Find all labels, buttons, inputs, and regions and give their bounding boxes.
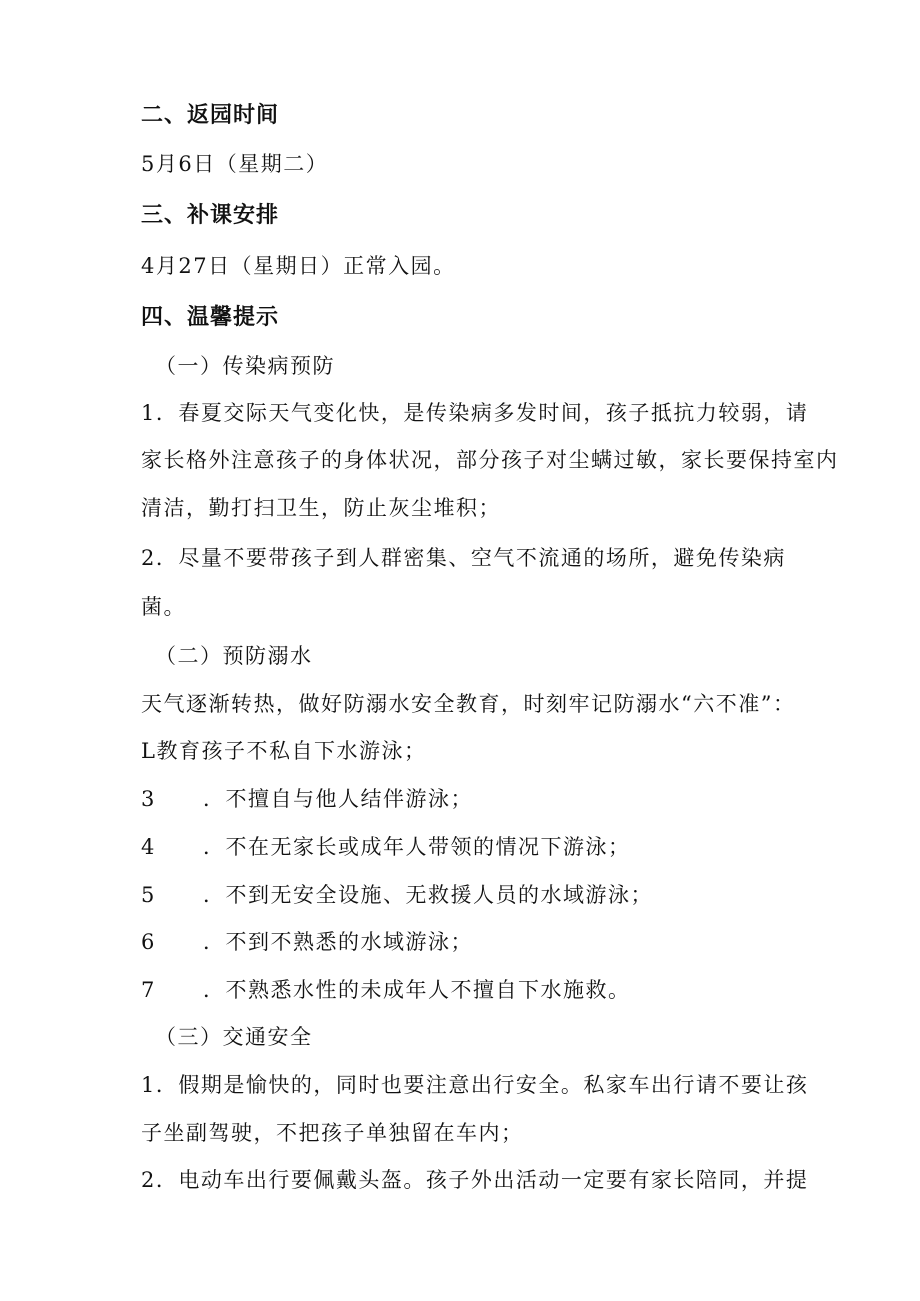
drowning-rule-text: ．不熟悉水性的未成年人不擅自下水施救。: [203, 978, 631, 1002]
drowning-rule-text: ．不到不熟悉的水域游泳；: [203, 930, 473, 954]
drowning-rule-number: 6: [141, 930, 156, 954]
disease-item-1-line-1: 1．春夏交际天气变化快，是传染病多发时间，孩子抵抗力较弱，请: [141, 401, 809, 425]
subheading-traffic-safety: （三）交通安全: [155, 1025, 313, 1049]
drowning-rule-number: 5: [141, 883, 156, 907]
drowning-rule: [141, 784, 473, 814]
drowning-rule-number: 3: [141, 787, 156, 811]
drowning-intro: 天气逐渐转热，做好防溺水安全教育，时刻牢记防溺水“六不准”：: [141, 692, 796, 716]
disease-item-2-line-2: 菌。: [141, 595, 186, 619]
drowning-rule-text: ．不擅自与他人结伴游泳；: [203, 787, 473, 811]
disease-item-1-line-3: 清洁，勤打扫卫生，防止灰尘堆积；: [141, 496, 501, 520]
subheading-disease-prevention: （一）传染病预防: [155, 354, 335, 378]
section-heading-makeup-class: 三、补课安排: [141, 203, 280, 228]
section-heading-return-time: 二、返园时间: [141, 103, 280, 128]
disease-item-1-line-2: 家长格外注意孩子的身体状况，部分孩子对尘螨过敏，家长要保持室内: [141, 448, 839, 472]
disease-item-2-line-1: 2．尽量不要带孩子到人群密集、空气不流通的场所，避免传染病: [141, 546, 786, 570]
subheading-drowning-prevention: （二）预防溺水: [155, 644, 313, 668]
traffic-item-2-line-1: 2．电动车出行要佩戴头盔。孩子外出活动一定要有家长陪同，并提: [141, 1168, 809, 1192]
traffic-item-1-line-1: 1．假期是愉快的，同时也要注意出行安全。私家车出行请不要让孩: [141, 1073, 809, 1097]
drowning-rule: [141, 880, 653, 910]
drowning-rule: [141, 975, 631, 1005]
drowning-rule-number: 4: [141, 835, 156, 859]
drowning-rule-first: L教育孩子不私自下水游泳；: [141, 739, 427, 763]
makeup-class-date: 4月27日（星期日）正常入园。: [141, 254, 456, 278]
drowning-rule-text: ．不到无安全设施、无救援人员的水域游泳；: [203, 883, 653, 907]
drowning-rule: [141, 832, 631, 862]
drowning-rule-text: ．不在无家长或成年人带领的情况下游泳；: [203, 835, 631, 859]
drowning-rule-number: 7: [141, 978, 156, 1002]
drowning-rule: [141, 927, 473, 957]
return-date: 5月6日（星期二）: [141, 152, 329, 176]
traffic-item-1-line-2: 子坐副驾驶，不把孩子单独留在车内；: [141, 1121, 524, 1145]
section-heading-tips: 四、温馨提示: [141, 305, 280, 330]
